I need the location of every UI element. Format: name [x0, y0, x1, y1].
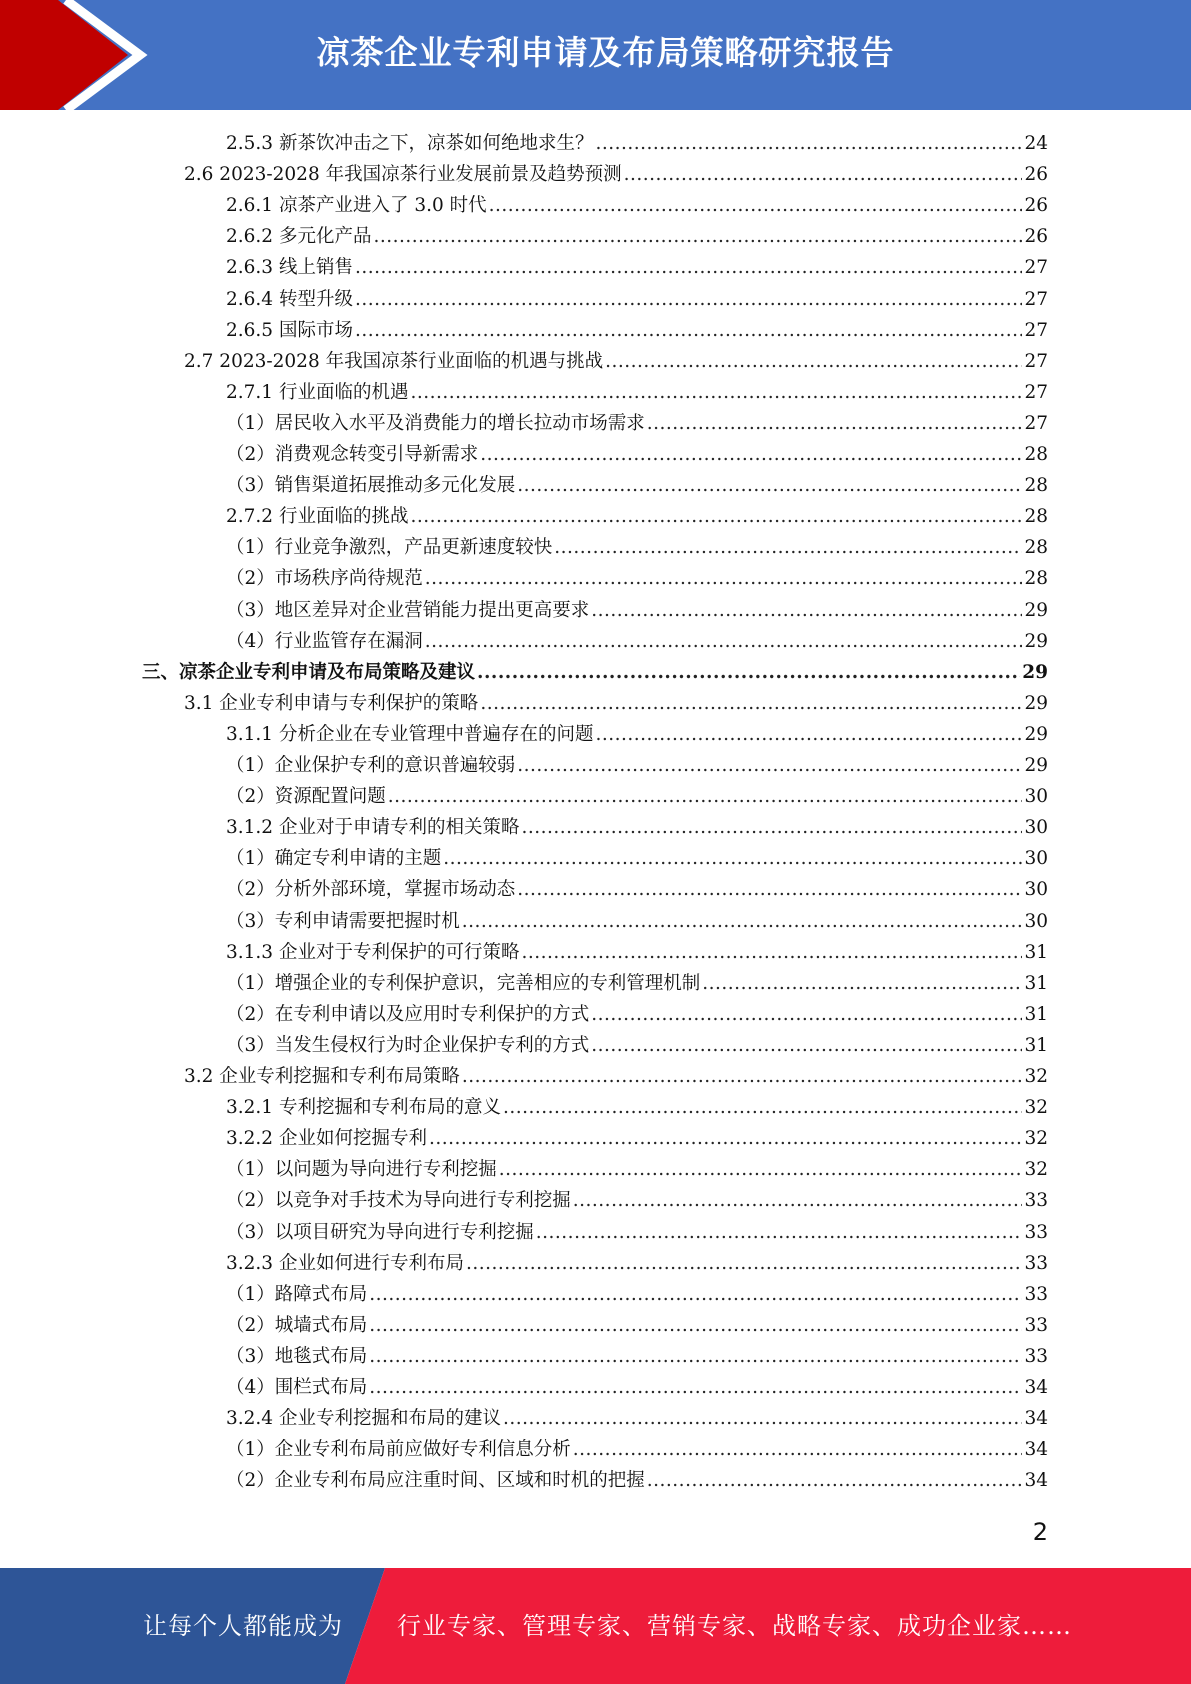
toc-entry-page: 32	[1024, 1159, 1048, 1181]
toc-entry[interactable]	[226, 1465, 1048, 1496]
toc-dot-leader	[443, 843, 1022, 874]
toc-dot-leader	[369, 1310, 1022, 1341]
toc-dot-leader	[477, 657, 1020, 688]
toc-dot-leader	[425, 626, 1023, 657]
toc-entry-page: 33	[1024, 1190, 1048, 1212]
toc-entry-page: 28	[1024, 444, 1048, 465]
toc-dot-leader	[410, 377, 1022, 408]
toc-entry[interactable]	[226, 190, 1048, 221]
toc-entry-page: 34	[1024, 1470, 1048, 1492]
toc-entry-title: 2.6.3 线上销售	[226, 257, 353, 279]
toc-entry[interactable]	[226, 937, 1048, 968]
toc-dot-leader	[647, 1465, 1023, 1496]
toc-entry-title: 2.6 2023-2028 年我国凉茶行业发展前景及趋势预测	[184, 164, 622, 186]
toc-dot-leader	[369, 1279, 1022, 1310]
toc-entry-page: 30	[1024, 848, 1048, 870]
toc-entry[interactable]	[226, 1341, 1048, 1372]
toc-entry-page: 29	[1024, 692, 1048, 714]
toc-dot-leader	[410, 501, 1022, 532]
toc-dot-leader	[503, 1403, 1022, 1434]
page-footer	[0, 1568, 1191, 1684]
toc-entry[interactable]	[226, 1185, 1048, 1216]
toc-entry-title: 3.1.2 企业对于申请专利的相关策略	[226, 817, 520, 839]
toc-entry-title: （3）地区差异对企业营销能力提出更高要求	[226, 599, 590, 621]
toc-entry[interactable]	[226, 408, 1048, 439]
toc-entry[interactable]	[226, 1434, 1048, 1465]
toc-entry[interactable]	[226, 1030, 1048, 1061]
toc-dot-leader	[521, 812, 1022, 843]
toc-dot-leader	[369, 1372, 1022, 1403]
toc-entry-title: （2）消费观念转变引导新需求	[226, 444, 479, 465]
toc-dot-leader	[536, 1217, 1023, 1248]
toc-entry[interactable]	[226, 906, 1048, 937]
toc-dot-leader	[591, 595, 1022, 626]
toc-entry-title: （1）路障式布局	[226, 1283, 368, 1305]
toc-entry[interactable]	[226, 1310, 1048, 1341]
toc-entry-page: 29	[1024, 723, 1048, 745]
toc-dot-leader	[499, 1154, 1023, 1185]
toc-entry[interactable]	[226, 1248, 1048, 1279]
toc-entry-page: 27	[1024, 381, 1048, 403]
toc-entry-page: 30	[1024, 817, 1048, 839]
toc-entry-title: （2）分析外部环境，掌握市场动态	[226, 879, 516, 901]
toc-dot-leader	[480, 688, 1022, 719]
toc-entry-title: （2）城墙式布局	[226, 1314, 368, 1336]
toc-entry[interactable]	[184, 1061, 1048, 1092]
toc-dot-leader	[489, 190, 1023, 221]
toc-entry[interactable]	[226, 532, 1048, 563]
toc-dot-leader	[466, 1248, 1022, 1279]
report-title: 凉茶企业专利申请及布局策略研究报告	[316, 33, 895, 72]
toc-entry-page: 27	[1024, 412, 1048, 434]
toc-entry[interactable]	[226, 843, 1048, 874]
toc-entry[interactable]	[226, 750, 1048, 781]
toc-dot-leader	[462, 906, 1023, 937]
toc-entry-page: 33	[1024, 1283, 1048, 1305]
toc-entry[interactable]	[226, 128, 1048, 159]
page-number: 2	[1032, 1518, 1048, 1546]
toc-entry-title: 3.1.3 企业对于专利保护的可行策略	[226, 941, 520, 963]
toc-entry[interactable]	[226, 501, 1048, 532]
toc-entry[interactable]	[226, 781, 1048, 812]
toc-entry[interactable]	[226, 563, 1048, 594]
toc-entry-page: 31	[1024, 1034, 1048, 1056]
toc-entry[interactable]	[184, 688, 1048, 719]
toc-entry[interactable]	[226, 1279, 1048, 1310]
toc-entry[interactable]	[226, 377, 1048, 408]
toc-dot-leader	[517, 750, 1022, 781]
toc-entry-title: （3）地毯式布局	[226, 1345, 368, 1367]
toc-entry-title: （4）行业监管存在漏洞	[226, 630, 423, 652]
toc-entry-page: 29	[1024, 630, 1048, 652]
toc-entry[interactable]	[226, 470, 1048, 501]
toc-entry-title: （1）以问题为导向进行专利挖掘	[226, 1159, 497, 1181]
toc-entry[interactable]	[226, 1403, 1048, 1434]
toc-entry-title: 3.2.3 企业如何进行专利布局	[226, 1252, 464, 1274]
toc-entry-page: 31	[1024, 1003, 1048, 1025]
toc-dot-leader	[647, 408, 1023, 439]
toc-dot-leader	[462, 1061, 1023, 1092]
toc-entry[interactable]	[184, 159, 1048, 190]
toc-dot-leader	[521, 937, 1022, 968]
toc-entry[interactable]	[226, 874, 1048, 905]
toc-entry-page: 33	[1024, 1345, 1048, 1367]
toc-entry[interactable]	[226, 1372, 1048, 1403]
toc-entry[interactable]	[226, 1123, 1048, 1154]
toc-entry-page: 31	[1024, 972, 1048, 994]
toc-entry-title: （3）以项目研究为导向进行专利挖掘	[226, 1221, 534, 1243]
toc-entry[interactable]	[226, 315, 1048, 346]
toc-dot-leader	[573, 1185, 1023, 1216]
toc-entry[interactable]	[226, 439, 1048, 470]
toc-dot-leader	[425, 563, 1023, 594]
toc-entry[interactable]	[226, 284, 1048, 315]
toc-entry-page: 30	[1024, 786, 1048, 808]
toc-dot-leader	[355, 284, 1023, 315]
toc-entry[interactable]	[226, 626, 1048, 657]
toc-dot-leader	[355, 252, 1023, 283]
toc-entry-page: 26	[1024, 226, 1048, 248]
toc-entry-title: （4）围栏式布局	[226, 1377, 368, 1398]
toc-dot-leader	[573, 1434, 1023, 1465]
toc-entry-page: 32	[1024, 1066, 1048, 1087]
toc-entry-title: （1）居民收入水平及消费能力的增长拉动市场需求	[226, 412, 645, 434]
toc-entry-title: 2.7 2023-2028 年我国凉茶行业面临的机遇与挑战	[184, 350, 604, 372]
toc-entry-page: 34	[1024, 1377, 1048, 1398]
toc-dot-leader	[605, 346, 1022, 377]
toc-dot-leader	[554, 532, 1022, 563]
toc-entry-page: 33	[1024, 1314, 1048, 1336]
toc-entry-title: （2）市场秩序尚待规范	[226, 568, 423, 590]
toc-dot-leader	[591, 999, 1022, 1030]
toc-entry-page: 28	[1024, 537, 1048, 559]
toc-dot-leader	[517, 470, 1022, 501]
toc-entry-title: （1）企业专利布局前应做好专利信息分析	[226, 1439, 571, 1461]
toc-entry[interactable]	[226, 999, 1048, 1030]
toc-dot-leader	[388, 781, 1023, 812]
toc-entry[interactable]	[226, 1154, 1048, 1185]
toc-entry-page: 26	[1024, 164, 1048, 186]
toc-entry-title: 2.7.2 行业面临的挑战	[226, 506, 409, 528]
toc-entry-page: 29	[1024, 599, 1048, 621]
toc-entry-title: 2.6.5 国际市场	[226, 319, 353, 341]
toc-entry-title: （3）当发生侵权行为时企业保护专利的方式	[226, 1034, 590, 1056]
toc-entry-page: 27	[1024, 350, 1048, 372]
toc-entry-page: 32	[1024, 1097, 1048, 1119]
toc-entry-title: 3.2.1 专利挖掘和专利布局的意义	[226, 1097, 501, 1119]
toc-entry-page: 24	[1024, 133, 1048, 154]
toc-entry-title: 2.7.1 行业面临的机遇	[226, 381, 409, 403]
toc-entry-title: 3.2 企业专利挖掘和专利布局策略	[184, 1066, 460, 1087]
toc-entry-page: 31	[1024, 941, 1048, 963]
toc-entry-page: 34	[1024, 1439, 1048, 1461]
toc-entry-title: （2）在专利申请以及应用时专利保护的方式	[226, 1003, 590, 1025]
toc-dot-leader	[591, 1030, 1022, 1061]
toc-entry[interactable]	[226, 595, 1048, 626]
toc-entry-title: 2.6.1 凉茶产业进入了 3.0 时代	[226, 195, 487, 217]
toc-dot-leader	[702, 968, 1022, 999]
toc-entry-title: （3）专利申请需要把握时机	[226, 910, 460, 932]
toc-entry-page: 29	[1022, 661, 1048, 683]
toc-entry-page: 33	[1024, 1252, 1048, 1274]
toc-entry-title: （2）企业专利布局应注重时间、区域和时机的把握	[226, 1470, 645, 1492]
toc-entry-page: 29	[1024, 755, 1048, 776]
toc-dot-leader	[480, 439, 1022, 470]
toc-entry-title: 三、凉茶企业专利申请及布局策略及建议	[142, 661, 476, 683]
toc-entry-page: 33	[1024, 1221, 1048, 1243]
toc-entry-page: 34	[1024, 1408, 1048, 1430]
toc-entry-title: 3.2.4 企业专利挖掘和布局的建议	[226, 1408, 501, 1430]
toc-entry[interactable]	[226, 1217, 1048, 1248]
toc-dot-leader	[369, 1341, 1022, 1372]
toc-entry[interactable]	[142, 657, 1048, 688]
report-header	[0, 0, 1191, 110]
toc-dot-leader	[595, 128, 1022, 159]
toc-entry-title: （3）销售渠道拓展推动多元化发展	[226, 475, 516, 497]
toc-dot-leader	[595, 719, 1022, 750]
footer-slogan-right: 行业专家、管理专家、营销专家、战略专家、成功企业家……	[397, 1612, 1072, 1640]
toc-dot-leader	[429, 1123, 1022, 1154]
toc-entry-page: 28	[1024, 568, 1048, 590]
toc-entry-title: 3.1 企业专利申请与专利保护的策略	[184, 692, 479, 714]
toc-dot-leader	[355, 315, 1023, 346]
toc-entry[interactable]	[226, 812, 1048, 843]
toc-dot-leader	[373, 221, 1022, 252]
toc-entry[interactable]	[226, 252, 1048, 283]
toc-entry-page: 27	[1024, 288, 1048, 310]
toc-entry[interactable]	[226, 719, 1048, 750]
toc-entry-title: （1）增强企业的专利保护意识，完善相应的专利管理机制	[226, 972, 701, 994]
toc-entry-title: （2）资源配置问题	[226, 786, 386, 808]
toc-entry-title: 3.1.1 分析企业在专业管理中普遍存在的问题	[226, 723, 594, 745]
toc-entry-title: （1）行业竞争激烈，产品更新速度较快	[226, 537, 553, 559]
toc-entry-title: （1）确定专利申请的主题	[226, 848, 442, 870]
toc-entry-page: 30	[1024, 910, 1048, 932]
toc-entry-page: 28	[1024, 506, 1048, 528]
toc-entry-page: 28	[1024, 475, 1048, 497]
toc-entry-page: 32	[1024, 1128, 1048, 1150]
toc-entry[interactable]	[226, 968, 1048, 999]
toc-entry-title: 2.5.3 新茶饮冲击之下，凉茶如何绝地求生？	[226, 133, 594, 154]
toc-dot-leader	[503, 1092, 1022, 1123]
toc-entry-page: 30	[1024, 879, 1048, 901]
toc-dot-leader	[624, 159, 1023, 190]
toc-dot-leader	[517, 874, 1022, 905]
toc-entry-title: 2.6.2 多元化产品	[226, 226, 372, 248]
footer-slogan-left: 让每个人都能成为	[143, 1612, 343, 1640]
toc-entry-page: 27	[1024, 319, 1048, 341]
toc-entry[interactable]	[184, 346, 1048, 377]
toc-entry-title: （1）企业保护专利的意识普遍较弱	[226, 755, 516, 776]
toc-entry-page: 26	[1024, 195, 1048, 217]
toc-entry-title: 2.6.4 转型升级	[226, 288, 353, 310]
toc-entry-title: （2）以竞争对手技术为导向进行专利挖掘	[226, 1190, 571, 1212]
toc-entry[interactable]	[226, 1092, 1048, 1123]
toc-entry[interactable]	[226, 221, 1048, 252]
toc-entry-title: 3.2.2 企业如何挖掘专利	[226, 1128, 427, 1150]
toc-entry-page: 27	[1024, 257, 1048, 279]
